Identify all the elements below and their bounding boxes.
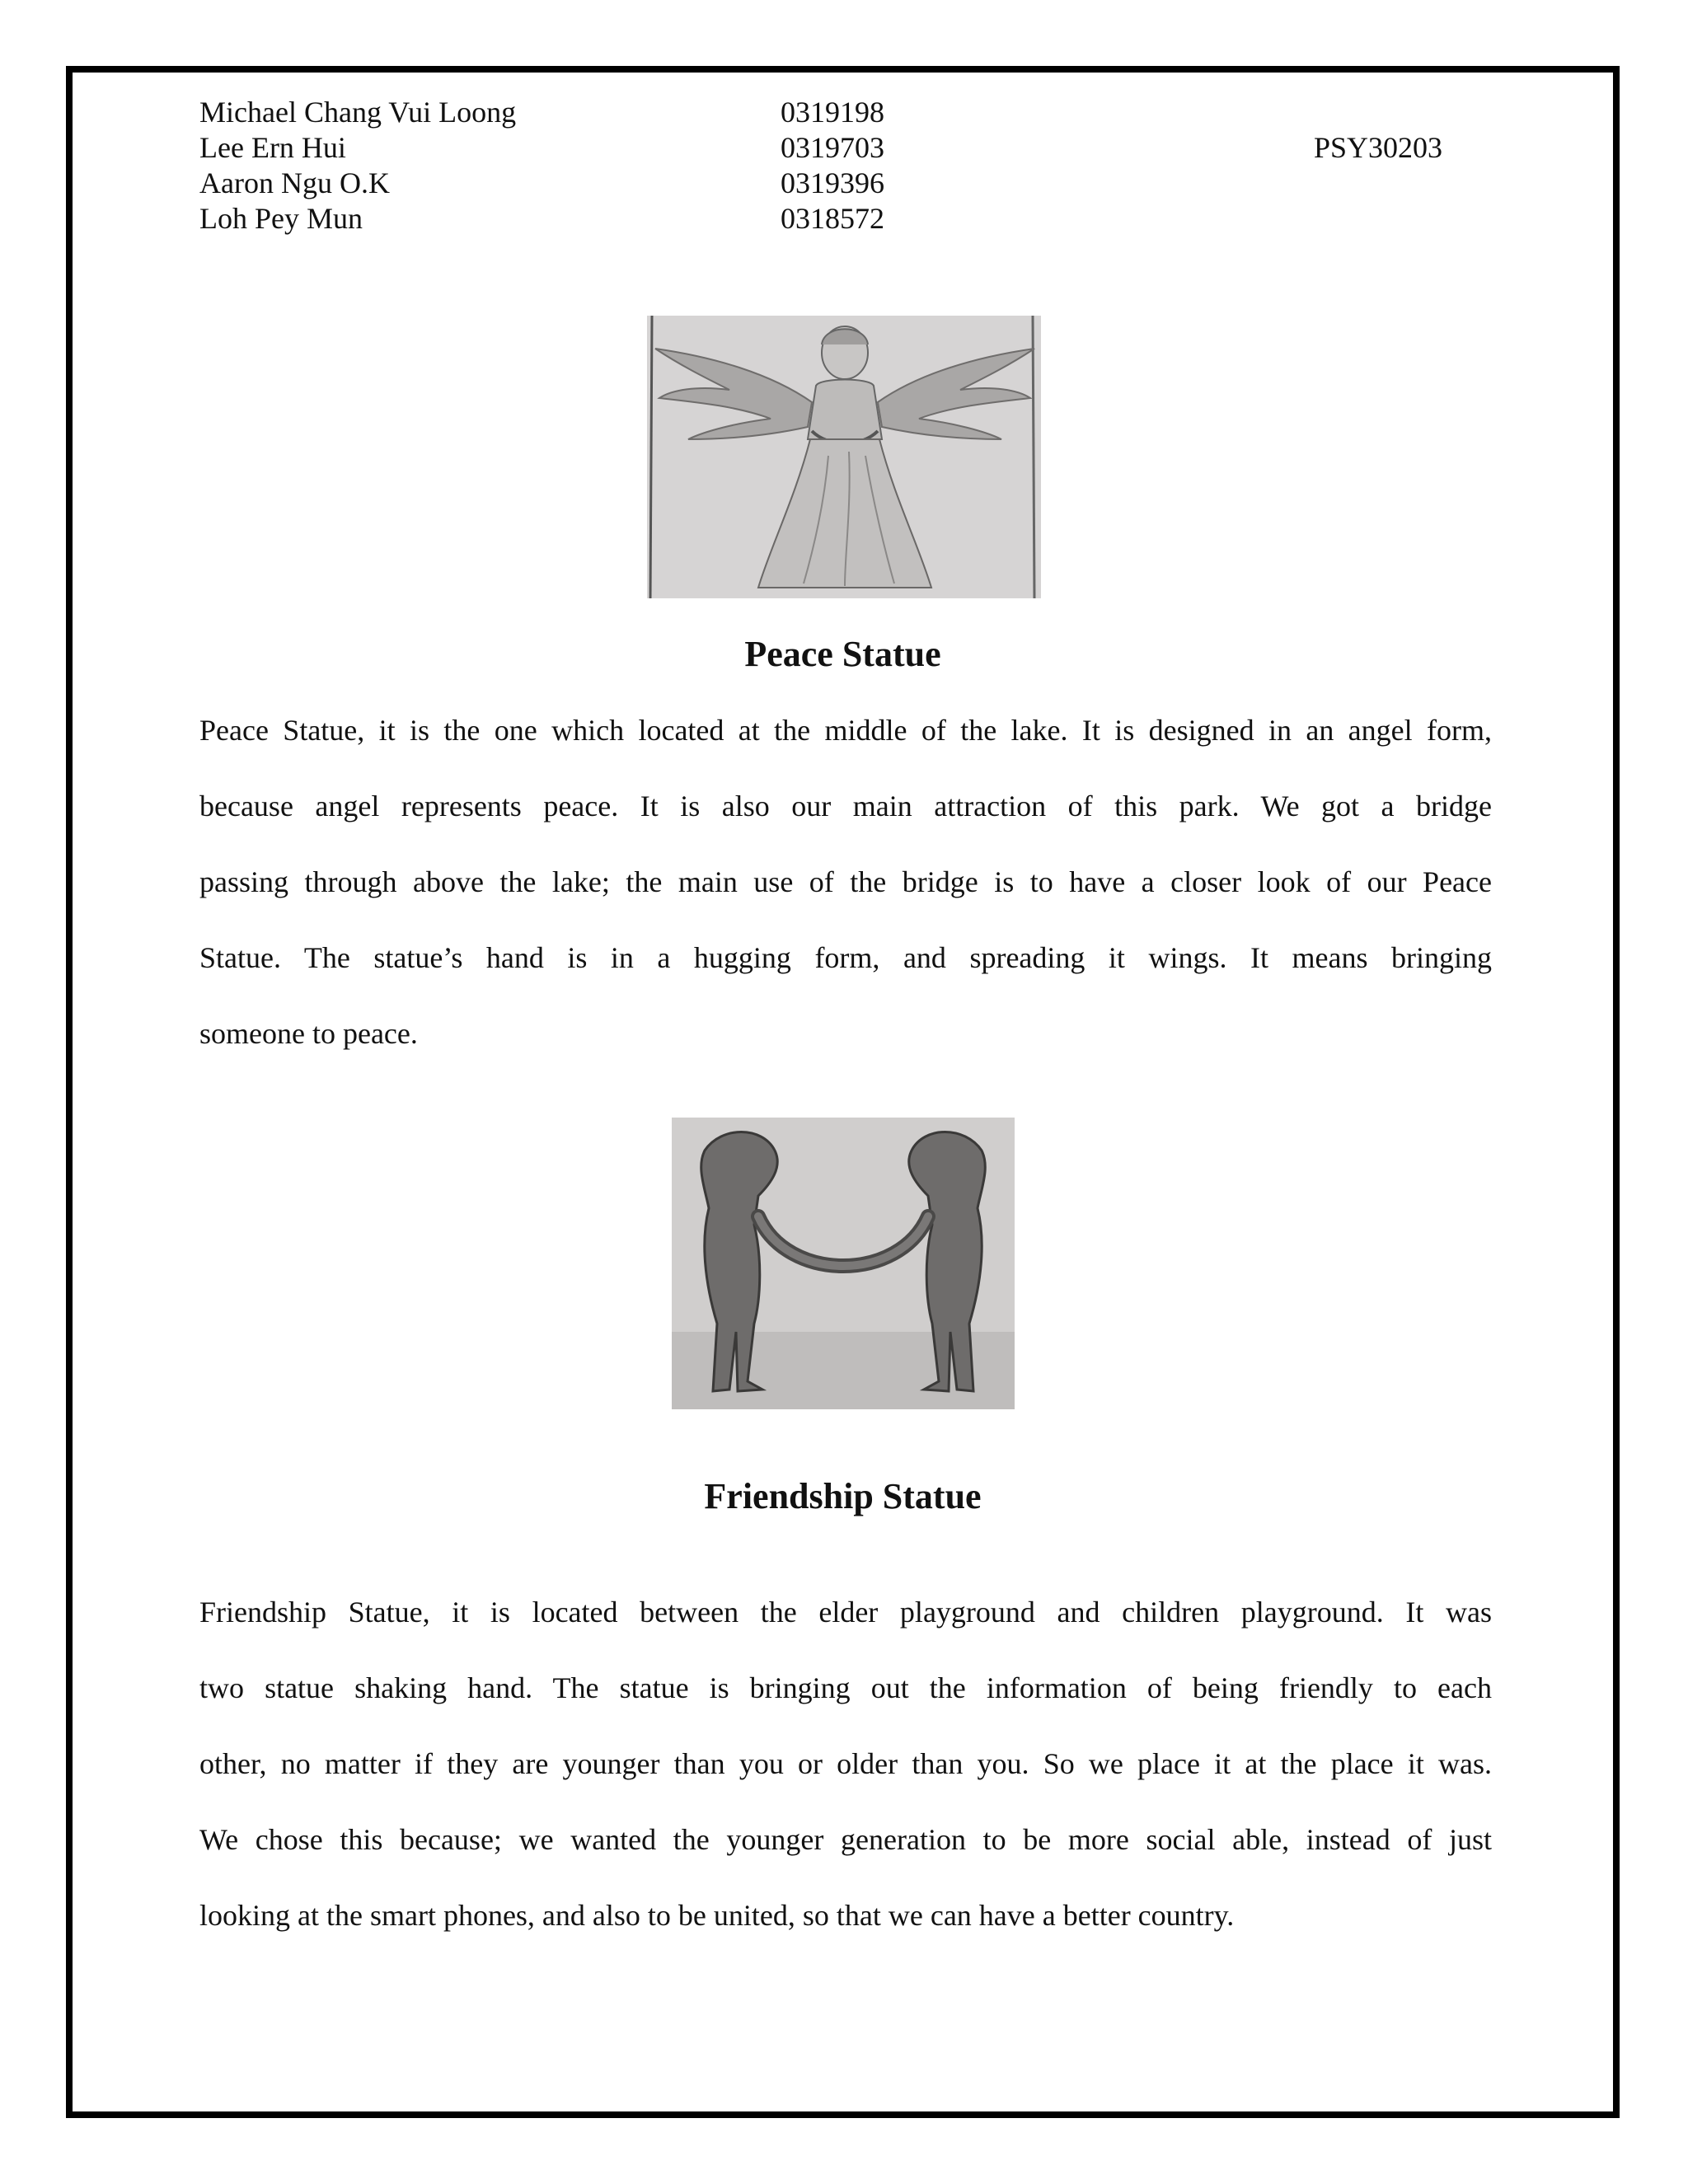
text-line [199,1595,1492,1671]
line-text: because angel represents peace. It is also our main attraction of this park. We got a bridge [199,790,1492,823]
text-line [199,1671,1492,1746]
paragraph [199,713,1492,1092]
text-line [199,1898,1492,1974]
section-heading: Peace Statue [744,634,941,674]
text-line [199,865,1492,940]
member-name: Aaron Ngu O.K [199,166,390,199]
friendship-statue-image [672,1118,1015,1409]
member-row [199,166,1518,201]
text-line [199,1822,1492,1898]
text-line [199,940,1492,1016]
text-line [199,713,1492,789]
member-row [199,95,1518,130]
member-id: 0319396 [781,166,884,199]
member-list [199,95,1518,237]
line-text: passing through above the lake; the main use of the bridge is to have a closer look of our Peace [199,865,1492,898]
line-text: We chose this because; we wanted the younger generation to be more social able, instead of just [199,1823,1492,1856]
line-text: two statue shaking hand. The statue is bringing out the information of being friendly to each [199,1671,1492,1704]
member-row [199,201,1518,237]
line-text: Peace Statue, it is the one which located at the middle of the lake. It is designed in an angel form, [199,714,1492,747]
peace-statue-image [647,316,1041,598]
line-text: Friendship Statue, it is located between the elder playground and children playground. It was [199,1596,1492,1629]
text-line [199,789,1492,865]
line-text: someone to peace. [199,1017,418,1050]
line-text: other, no matter if they are younger than you or older than you. So we place it at the place it was. [199,1747,1492,1780]
member-name: Lee Ern Hui [199,131,346,164]
member-id: 0319198 [781,96,884,129]
text-line [199,1746,1492,1822]
course-code: PSY30203 [1314,131,1443,164]
member-name: Loh Pey Mun [199,202,363,235]
paragraph [199,1595,1492,1974]
section-heading: Friendship Statue [704,1476,982,1516]
line-text: looking at the smart phones, and also to be united, so that we can have a better country. [199,1899,1235,1932]
line-text: Statue. The statue’s hand is in a hugging form, and spreading it wings. It means bringing [199,941,1492,974]
member-name: Michael Chang Vui Loong [199,96,517,129]
text-line [199,1016,1492,1092]
member-id: 0318572 [781,202,884,235]
member-id: 0319703 [781,131,884,164]
